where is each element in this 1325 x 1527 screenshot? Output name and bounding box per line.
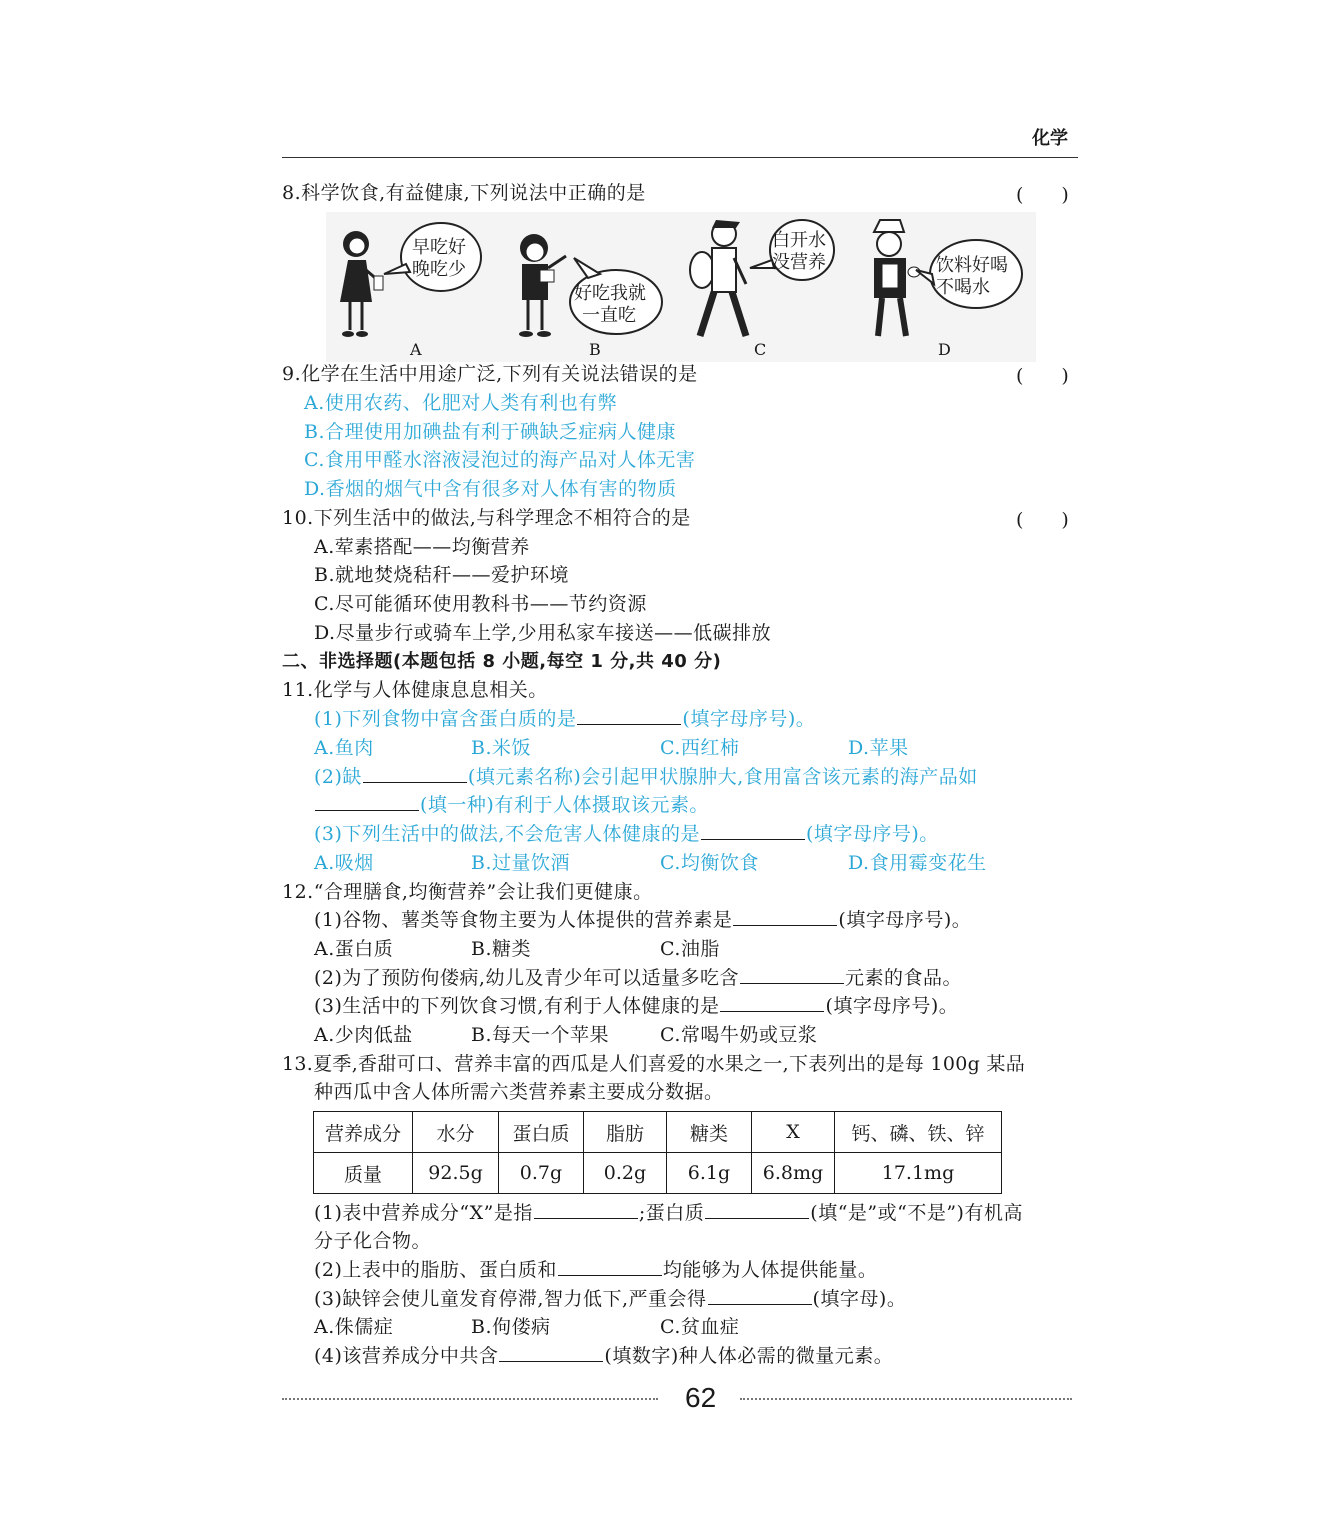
q12-p2-blank[interactable] (740, 965, 844, 984)
table-header-row (314, 1112, 1002, 1153)
q11-p1-blank[interactable] (577, 706, 681, 725)
q9-option-c: C.食用甲醛水溶液浸泡过的海产品对人体无害 (304, 449, 696, 471)
q13-part1-line2: 分子化合物。 (314, 1230, 432, 1252)
speech-b-line1: 好吃我就 (574, 283, 646, 303)
table-cell: 水分 (413, 1112, 499, 1153)
speech-d-line1: 饮料好喝 (936, 255, 1008, 275)
q10-stem: 10.下列生活中的做法,与科学理念不相符合的是 (282, 507, 691, 529)
subject-header: 化学 (1032, 128, 1068, 149)
q11-p1-suffix: (填字母序号)。 (682, 708, 816, 730)
table-cell: 蛋白质 (499, 1112, 584, 1153)
q12-stem: 12.“合理膳食,均衡营养”会让我们更健康。 (282, 881, 653, 903)
table-cell: 营养成分 (314, 1112, 413, 1153)
q12-p1-option-c: C.油脂 (660, 938, 720, 960)
table-cell: 脂肪 (584, 1112, 667, 1153)
figure-label-b: B (589, 340, 601, 359)
q10-option-d: D.尽量步行或骑车上学,少用私家车接送——低碳排放 (314, 622, 772, 644)
speech-a-line2: 晚吃少 (412, 259, 466, 279)
q11-p1-option-d: D.苹果 (848, 737, 909, 759)
q12-p1-blank[interactable] (733, 907, 837, 926)
speech-b-line2: 一直吃 (582, 305, 636, 325)
q12-p1-option-b: B.糖类 (471, 938, 532, 960)
table-cell: 0.7g (499, 1153, 584, 1194)
q13-p3-text: (3)缺锌会使儿童发育停滞,智力低下,严重会得 (314, 1288, 707, 1310)
q13-p4-suffix: (填数字)种人体必需的微量元素。 (604, 1345, 894, 1367)
footer-dots-left (282, 1398, 658, 1400)
q10-option-c: C.尽可能循环使用教科书——节约资源 (314, 593, 647, 615)
q11-p3-suffix: (填字母序号)。 (805, 823, 939, 845)
q12-p2-text: (2)为了预防佝偻病,幼儿及青少年可以适量多吃含 (314, 967, 739, 989)
q13-p2-text: (2)上表中的脂肪、蛋白质和 (314, 1259, 557, 1281)
q11-p3-option-a: A.吸烟 (314, 852, 374, 874)
q11-part1 (314, 706, 815, 732)
q13-p3-blank[interactable] (708, 1286, 812, 1305)
q12-p3-option-a: A.少肉低盐 (314, 1024, 413, 1046)
q13-p3-option-a: A.侏儒症 (314, 1316, 394, 1338)
q9-option-d: D.香烟的烟气中含有很多对人体有害的物质 (304, 478, 677, 500)
q12-part3 (314, 993, 958, 1019)
q13-p1-suffix: (填“是”或“不是”)有机高 (810, 1202, 1023, 1224)
q13-p1-blank2[interactable] (705, 1200, 809, 1219)
q12-p2-suffix: 元素的食品。 (844, 967, 962, 989)
q12-p3-text: (3)生活中的下列饮食习惯,有利于人体健康的是 (314, 995, 720, 1017)
q13-p2-suffix: 均能够为人体提供能量。 (662, 1259, 878, 1281)
q13-p4-text: (4)该营养成分中共含 (314, 1345, 499, 1367)
q13-stem-line1: 13.夏季,香甜可口、营养丰富的西瓜是人们喜爱的水果之一,下表列出的是每 100g 某品 (282, 1053, 1026, 1075)
nutrition-table (313, 1111, 1002, 1194)
q12-p3-blank[interactable] (720, 993, 824, 1012)
page-number: 62 (685, 1382, 717, 1413)
table-cell: 17.1mg (835, 1153, 1002, 1194)
q8-illustration (326, 212, 1036, 362)
q13-part4 (314, 1343, 893, 1369)
q11-p2-blank1[interactable] (363, 764, 467, 783)
speech-c-line2: 没营养 (772, 252, 826, 272)
q12-p3-option-c: C.常喝牛奶或豆浆 (660, 1024, 818, 1046)
q11-p1-text: (1)下列食物中富含蛋白质的是 (314, 708, 577, 730)
footer-dots-right (740, 1398, 1072, 1400)
q11-part2-line2 (314, 792, 709, 818)
q13-p3-option-b: B.佝偻病 (471, 1316, 551, 1338)
q11-p3-option-b: B.过量饮酒 (471, 852, 571, 874)
q12-p3-option-b: B.每天一个苹果 (471, 1024, 610, 1046)
table-cell: 质量 (314, 1153, 413, 1194)
q8-answer-paren: ( ) (1016, 184, 1069, 206)
figure-label-a: A (410, 340, 422, 359)
q11-p2-text: (2)缺 (314, 766, 362, 788)
q12-part2 (314, 965, 962, 991)
table-cell: 糖类 (667, 1112, 752, 1153)
q13-p3-suffix: (填字母)。 (812, 1288, 907, 1310)
q8-stem: 8.科学饮食,有益健康,下列说法中正确的是 (282, 182, 646, 204)
q9-option-a: A.使用农药、化肥对人类有利也有弊 (304, 392, 618, 414)
figure-label-d: D (938, 340, 951, 359)
q13-part2 (314, 1257, 877, 1283)
table-row (314, 1153, 1002, 1194)
speech-a-line1: 早吃好 (412, 237, 466, 257)
q10-answer-paren: ( ) (1016, 509, 1069, 531)
q11-p2-line2-suffix: (填一种)有利于人体摄取该元素。 (420, 794, 709, 816)
table-cell: X (752, 1112, 835, 1153)
q13-p3-option-c: C.贫血症 (660, 1316, 740, 1338)
q10-option-b: B.就地焚烧秸秆——爱护环境 (314, 564, 570, 586)
q10-option-a: A.荤素搭配——均衡营养 (314, 536, 530, 558)
table-cell: 钙、磷、铁、锌 (835, 1112, 1002, 1153)
q8-figures-svg (326, 212, 1036, 362)
header-rule (282, 157, 1078, 158)
q11-part2 (314, 764, 978, 790)
q12-p3-suffix: (填字母序号)。 (825, 995, 959, 1017)
q13-p1-mid: ;蛋白质 (638, 1202, 705, 1224)
q11-p1-option-b: B.米饭 (471, 737, 532, 759)
table-cell: 6.1g (667, 1153, 752, 1194)
speech-d-line2: 不喝水 (936, 277, 990, 297)
q9-option-b: B.合理使用加碘盐有利于碘缺乏症病人健康 (304, 421, 677, 443)
q12-p1-text: (1)谷物、薯类等食物主要为人体提供的营养素是 (314, 909, 733, 931)
q11-p3-blank[interactable] (701, 821, 805, 840)
q9-answer-paren: ( ) (1016, 365, 1069, 387)
figure-label-c: C (754, 340, 767, 359)
q11-p3-text: (3)下列生活中的做法,不会危害人体健康的是 (314, 823, 700, 845)
q12-p1-option-a: A.蛋白质 (314, 938, 394, 960)
section-2-title: 二、非选择题(本题包括 8 小题,每空 1 分,共 40 分) (282, 651, 722, 672)
q13-p1-text: (1)表中营养成分“X”是指 (314, 1202, 533, 1224)
q13-p2-blank[interactable] (558, 1257, 662, 1276)
q11-p3-option-c: C.均衡饮食 (660, 852, 759, 874)
q12-part1 (314, 907, 971, 933)
q11-p1-option-c: C.西红柿 (660, 737, 740, 759)
q13-stem-line2: 种西瓜中含人体所需六类营养素主要成分数据。 (314, 1081, 724, 1103)
q12-p1-suffix: (填字母序号)。 (838, 909, 972, 931)
q11-stem: 11.化学与人体健康息息相关。 (282, 679, 548, 701)
q11-p2-suffix: (填元素名称)会引起甲状腺肿大,食用富含该元素的海产品如 (467, 766, 978, 788)
table-cell: 6.8mg (752, 1153, 835, 1194)
q11-p3-option-d: D.食用霉变花生 (848, 852, 987, 874)
q13-p1-blank1[interactable] (534, 1200, 638, 1219)
speech-c-line1: 白开水 (772, 230, 826, 250)
q11-part3 (314, 821, 939, 847)
q13-part1 (314, 1200, 1023, 1226)
q11-p2-blank2[interactable] (315, 792, 419, 811)
table-cell: 0.2g (584, 1153, 667, 1194)
q11-p1-option-a: A.鱼肉 (314, 737, 374, 759)
q13-part3 (314, 1286, 906, 1312)
q9-stem: 9.化学在生活中用途广泛,下列有关说法错误的是 (282, 363, 698, 385)
q13-p4-blank[interactable] (499, 1343, 603, 1362)
table-cell: 92.5g (413, 1153, 499, 1194)
